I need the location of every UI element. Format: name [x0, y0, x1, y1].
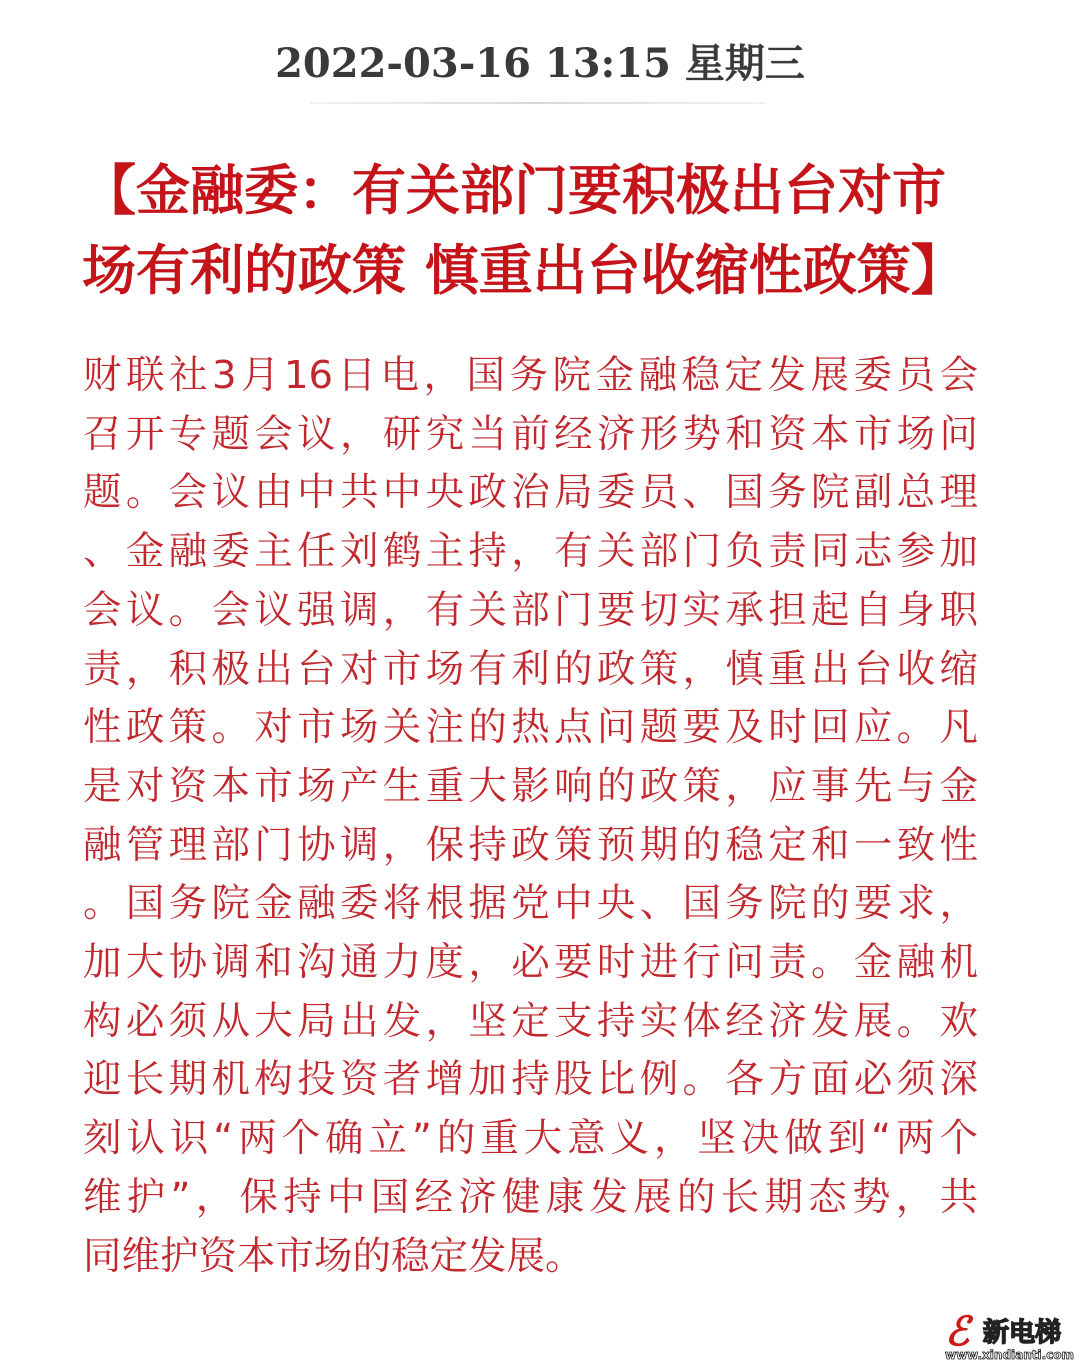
- body-line: 。国务院金融委将根据党中央、国务院的要求，: [83, 881, 978, 927]
- body-line: 是对资本市场产生重大影响的政策，应事先与金: [83, 763, 978, 809]
- body-line: 同维护资本市场的稳定发展。: [83, 1233, 584, 1279]
- headline: [82, 150, 982, 310]
- body-line: 责，积极出台对市场有利的政策，慎重出台收缩: [83, 646, 978, 692]
- article-body: [83, 347, 978, 1286]
- body-line: 构必须从大局出发，坚定支持实体经济发展。欢: [83, 998, 978, 1044]
- headline-line: 【金融委：有关部门要积极出台对市: [82, 158, 946, 222]
- watermark-logo-icon: ℰ: [945, 1308, 970, 1355]
- body-line: 财联社3月16日电，国务院金融稳定发展委员会: [83, 353, 978, 398]
- watermark: [945, 1308, 1075, 1364]
- body-line: 迎长期机构投资者增加持股比例。各方面必须深: [83, 1057, 978, 1103]
- body-line: 会议。会议强调，有关部门要切实承担起自身职: [83, 587, 978, 633]
- body-line: 、金融委主任刘鹤主持，有关部门负责同志参加: [83, 529, 978, 575]
- body-line: 性政策。对市场关注的热点问题要及时回应。凡: [83, 705, 978, 751]
- body-line: 融管理部门协调，保持政策预期的稳定和一致性: [83, 822, 978, 868]
- watermark-name: 新电梯: [983, 1318, 1062, 1348]
- divider: [310, 102, 766, 104]
- headline-line: 场有利的政策 慎重出台收缩性政策】: [82, 238, 965, 302]
- publish-date: 2022-03-16 13:15 星期三: [275, 40, 805, 87]
- watermark-url: www.xindianti.com: [945, 1348, 1075, 1362]
- body-line: 刻认识“两个确立”的重大意义，坚决做到“两个: [83, 1116, 978, 1162]
- body-line: 加大协调和沟通力度，必要时进行问责。金融机: [83, 940, 978, 986]
- body-line: 题。会议由中共中央政治局委员、国务院副总理: [83, 470, 978, 516]
- body-line: 召开专题会议，研究当前经济形势和资本市场问: [83, 411, 978, 457]
- body-line: 维护”，保持中国经济健康发展的长期态势，共: [83, 1174, 978, 1220]
